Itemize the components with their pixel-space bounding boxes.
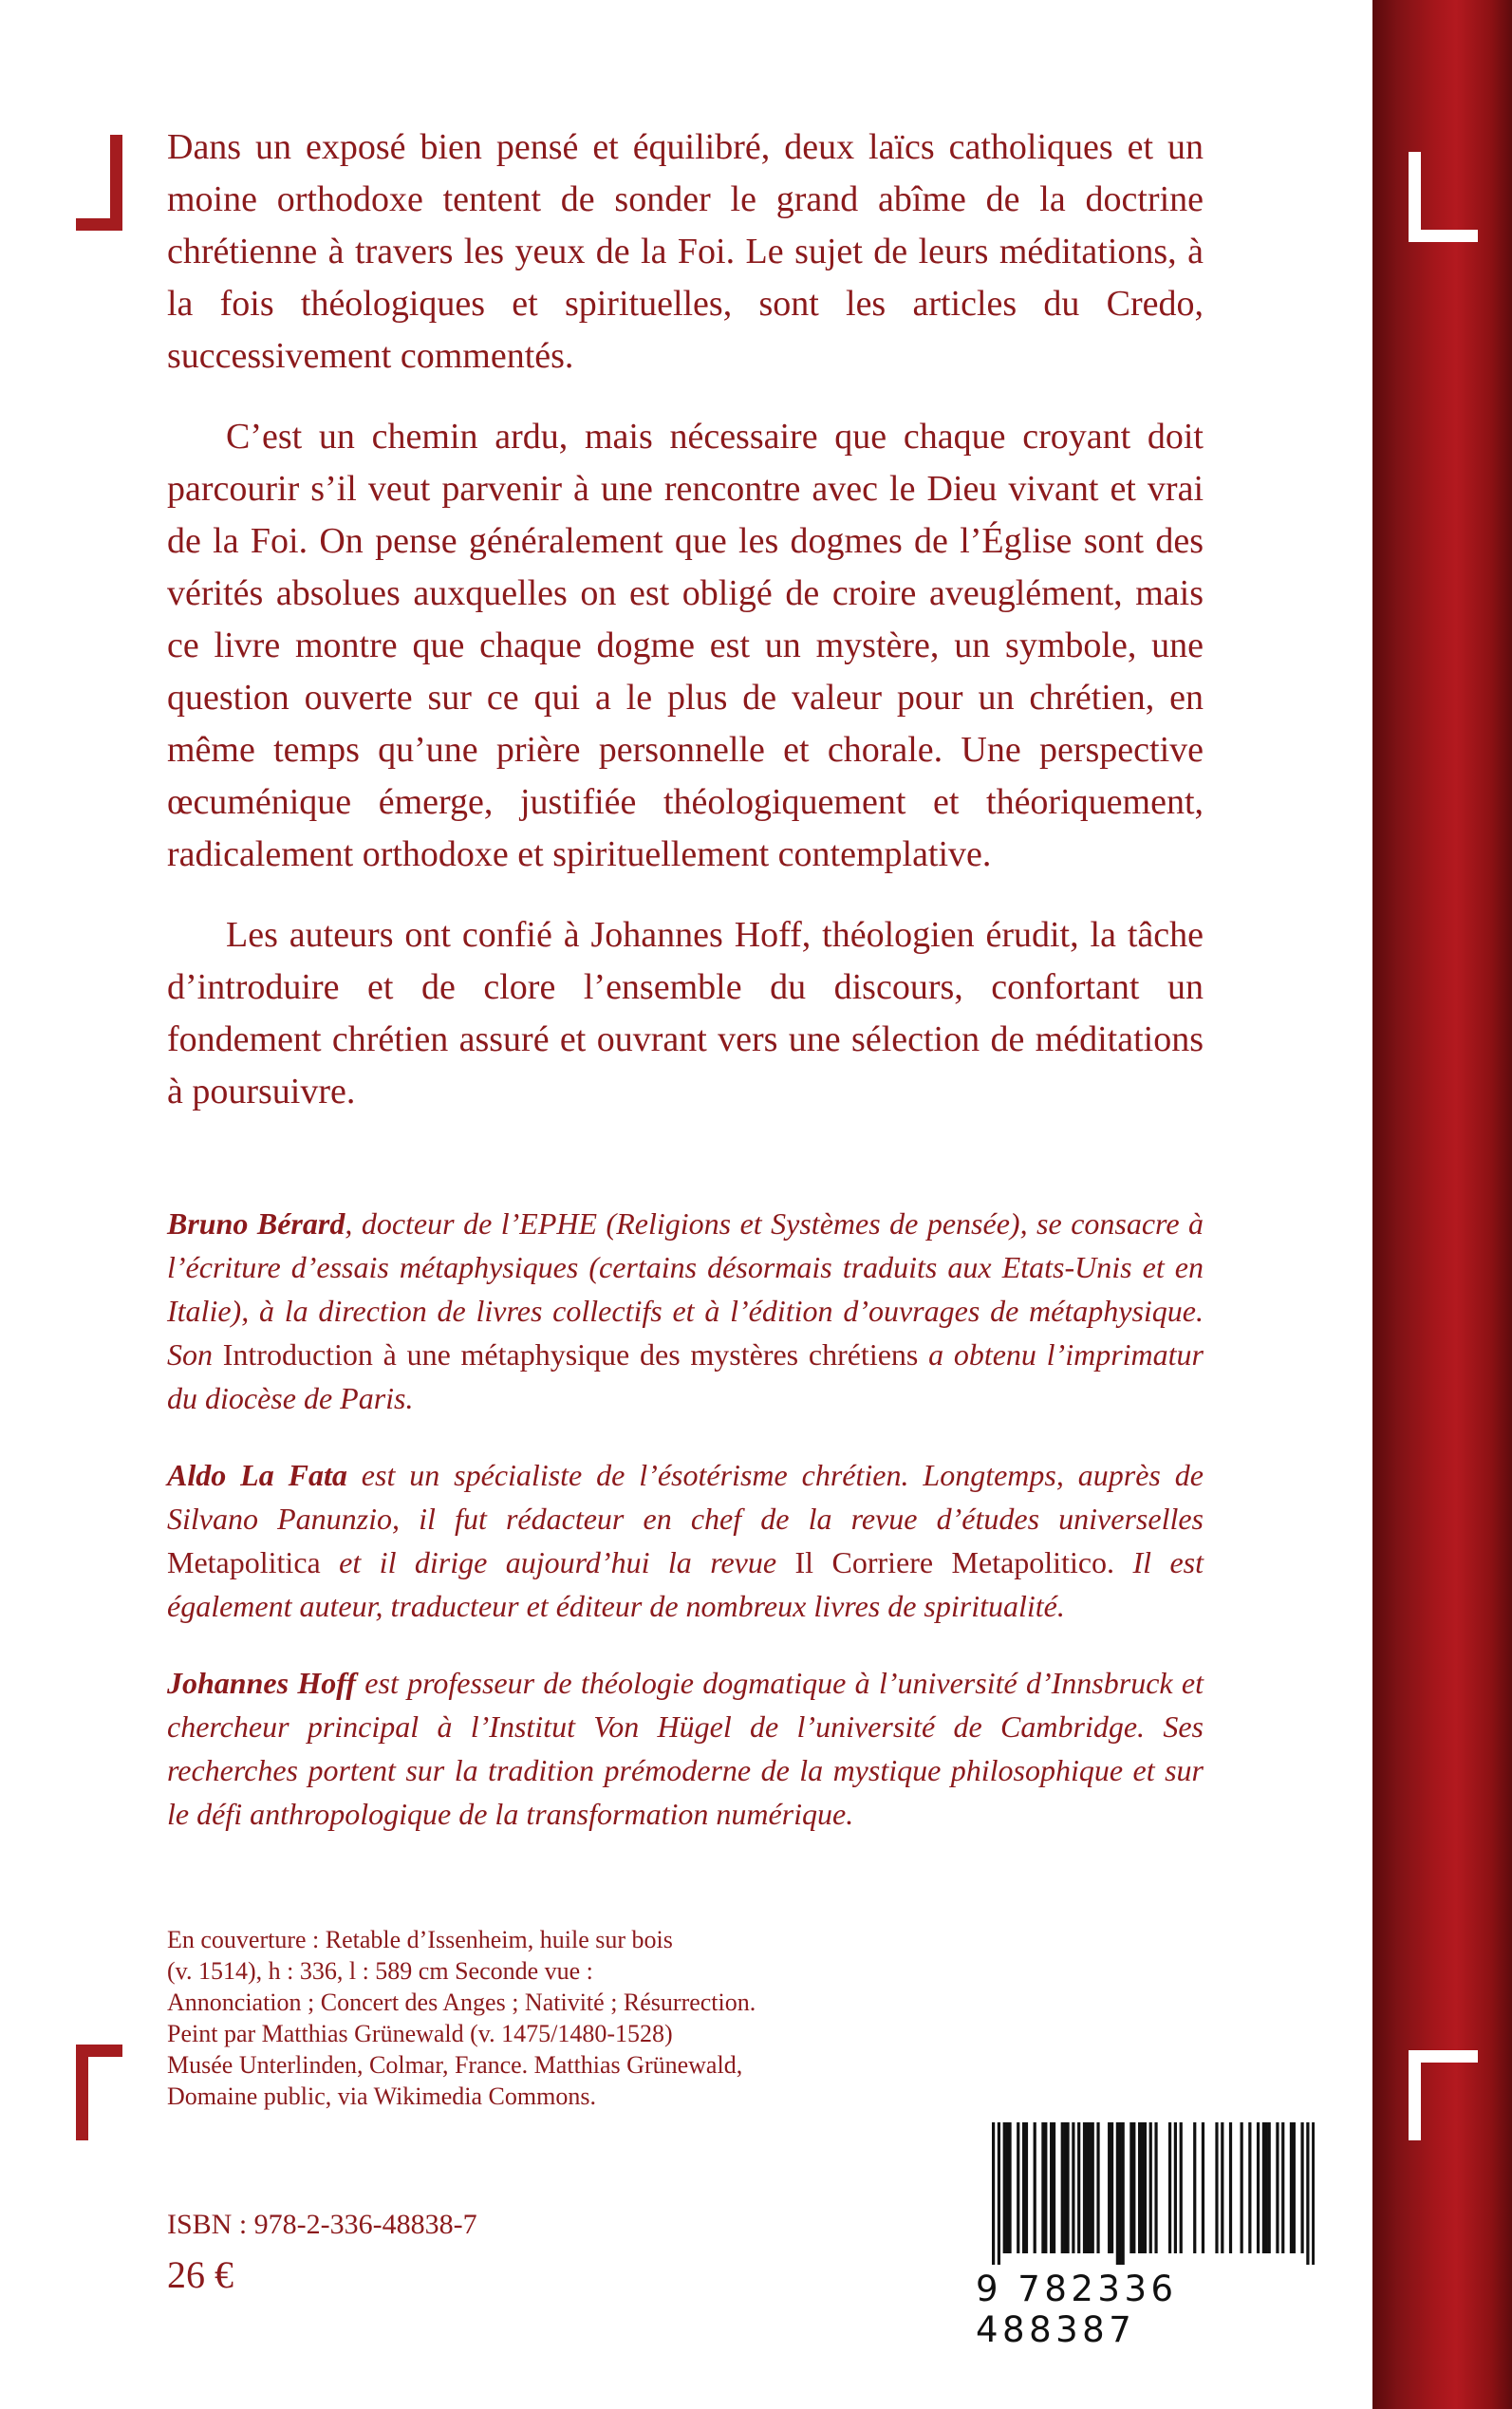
credit-line: Domaine public, via Wikimedia Commons. (167, 2082, 596, 2110)
barcode-bar (1008, 2122, 1011, 2253)
barcode-bar (1312, 2122, 1315, 2265)
barcode-number: 9 782336 488387 (976, 2269, 1178, 2350)
barcode-bars (992, 2122, 1315, 2265)
barcode-bar (1077, 2122, 1080, 2253)
corner-bracket-bottom-right (1409, 2050, 1478, 2140)
barcode-bar (1064, 2122, 1067, 2253)
author-name-lafata: Aldo La Fata (167, 1458, 347, 1492)
barcode-bar (1092, 2122, 1094, 2253)
bio-lafata-review-2: Il Corriere Metapolitico. (794, 1545, 1115, 1579)
barcode-bar (1119, 2122, 1122, 2265)
barcode-bar (1268, 2122, 1271, 2253)
author-name-berard: Bruno Bérard (167, 1206, 345, 1241)
summary-paragraph-1: Dans un exposé bien pensé et équilibré, deux laïcs catholiques et un moine orthodoxe tentent de sonder le grand abîme de la doctrine chrétienne à travers les yeux de la Foi. Le sujet de leurs méditations, à la fois théologiques et spirituelles, sont les articles du Credo, successivement commentés. (167, 127, 1204, 376)
barcode-bar (992, 2122, 995, 2265)
price: 26 € (167, 2253, 233, 2296)
barcode-bar (1086, 2122, 1089, 2253)
book-spine (1372, 0, 1512, 2409)
barcode-bar (1141, 2122, 1144, 2253)
barcode-bar (1096, 2122, 1099, 2253)
barcode-bar (1202, 2122, 1204, 2253)
barcode-bar (998, 2122, 1000, 2265)
corner-bracket-bottom-left (76, 2045, 122, 2140)
summary-paragraph-2: C’est un chemin ardu, mais nécessaire que chaque croyant doit parcourir s’il veut parvenir à une rencontre avec le Dieu vivant et vrai de la Foi. On pense généralement que les dogmes de l’Église sont des vérités absolues auxquelles on est obligé de croire aveuglément, mais ce livre montre que chaque dogme est un mystère, un symbole, une question ouverte sur ce qui a le plus de valeur pour un chrétien, en même temps qu’une prière personnelle et chorale. Une perspective œcuménique émerge, justifiée théologiquement et théoriquement, radicalement orthodoxe et spirituellement contemplative. (167, 417, 1204, 874)
bio-lafata-text: est un spécialiste de l’ésotérisme chrétien. Longtemps, auprès de Silvano Panunzio, il fut rédacteur en chef de la revue d’études universelles (167, 1458, 1204, 1536)
barcode-bar (1061, 2122, 1064, 2253)
barcode-bar (1265, 2122, 1268, 2253)
barcode-bar (1034, 2122, 1036, 2253)
isbn: ISBN : 978-2-336-48838-7 (167, 2209, 477, 2240)
bio-lafata-text-end: Il est également auteur, traducteur et éditeur de nombreux livres de spiritualité. (167, 1545, 1204, 1623)
corner-bracket-top-left (76, 135, 122, 231)
barcode-bar (1300, 2122, 1303, 2253)
barcode-bar (1022, 2122, 1025, 2253)
bio-lafata (167, 1453, 1204, 1628)
corner-bracket-top-right (1409, 152, 1478, 242)
barcode-bar (1180, 2122, 1183, 2253)
barcode-bar (1168, 2122, 1171, 2253)
bio-hoff-text: est professeur de théologie dogmatique à l’université d’Innsbruck et chercheur principal à l’Institut Von Hügel de l’université de Cambridge. Ses recherches portent sur la tradition prémoderne de la mystique philosophique et sur le défi anthropologique de la transformation numérique. (167, 1666, 1204, 1831)
barcode-bar (1083, 2122, 1086, 2253)
credit-line: Annonciation ; Concert des Anges ; Nativité ; Résurrection. (167, 1989, 756, 2016)
barcode-bar (1044, 2122, 1047, 2253)
barcode-bar (1116, 2122, 1119, 2265)
barcode-bar (1041, 2122, 1044, 2253)
barcode-bar (1144, 2122, 1147, 2253)
barcode-bar (1138, 2122, 1141, 2253)
barcode-bar (1149, 2122, 1152, 2253)
barcode-bar (1174, 2122, 1177, 2253)
barcode-bar (1089, 2122, 1092, 2253)
barcode-bar (1132, 2122, 1135, 2253)
barcode-bar (1017, 2122, 1019, 2253)
author-bios (167, 1202, 1204, 1869)
barcode-bar (1229, 2122, 1232, 2253)
bio-berard-text-end: a obtenu l’imprimatur du diocèse de Paris. (167, 1337, 1204, 1415)
bio-berard (167, 1202, 1204, 1420)
barcode-bar (1072, 2122, 1074, 2253)
barcode-bar (1221, 2122, 1223, 2253)
bio-berard-book-title: Introduction à une métaphysique des mystères chrétiens (222, 1337, 919, 1372)
barcode-bar (1276, 2122, 1279, 2253)
barcode-bar (1006, 2122, 1009, 2253)
barcode-bar (1293, 2122, 1296, 2253)
cover-credits (167, 1924, 888, 2112)
credit-line: En couverture : Retable d’Issenheim, huile sur bois (167, 1926, 673, 1953)
summary-paragraph-3: Les auteurs ont confié à Johannes Hoff, théologien érudit, la tâche d’introduire et de clore l’ensemble du discours, confortant un fondement chrétien assuré et ouvrant vers une sélection de méditations à poursuivre. (167, 915, 1204, 1111)
author-name-hoff: Johannes Hoff (167, 1666, 356, 1700)
credit-line: Peint par Matthias Grünewald (v. 1475/1480-1528) (167, 2020, 673, 2047)
barcode-bar (1215, 2122, 1218, 2253)
barcode-bar (1111, 2122, 1113, 2253)
barcode-bar (1241, 2122, 1243, 2253)
bio-lafata-text-mid: et il dirige aujourd’hui la revue (320, 1545, 795, 1579)
barcode-bar (1262, 2122, 1265, 2253)
barcode-bar (1306, 2122, 1309, 2265)
credit-line: (v. 1514), h : 336, l : 589 cm Seconde vue : (167, 1957, 593, 1985)
barcode-bar (1108, 2122, 1111, 2253)
bio-berard-text: , docteur de l’EPHE (Religions et Systèmes de pensée), se consacre à l’écriture d’essais métaphysiques (certains désormais traduits aux Etats-Unis et en Italie), à la direction de livres collectifs et à l’édition d’ouvrages de métaphysique. Son (167, 1206, 1204, 1372)
barcode-bar (1281, 2122, 1284, 2253)
summary-text (167, 121, 1204, 1147)
barcode-bar (1257, 2122, 1260, 2253)
barcode-bar (1003, 2122, 1006, 2253)
barcode-bar (1053, 2122, 1055, 2253)
bio-hoff (167, 1661, 1204, 1836)
barcode-bar (1050, 2122, 1053, 2253)
barcode-bar (1290, 2122, 1293, 2253)
barcode-bar (1066, 2122, 1069, 2253)
barcode-bar (1129, 2122, 1132, 2253)
barcode-bar (1193, 2122, 1196, 2253)
barcode-bar (1154, 2122, 1157, 2253)
barcode-bar (1248, 2122, 1251, 2253)
barcode-bar (1025, 2122, 1028, 2253)
bio-lafata-review-1: Metapolitica (167, 1545, 321, 1579)
barcode-bar (1122, 2122, 1125, 2265)
credit-line: Musée Unterlinden, Colmar, France. Matthias Grünewald, (167, 2051, 743, 2079)
